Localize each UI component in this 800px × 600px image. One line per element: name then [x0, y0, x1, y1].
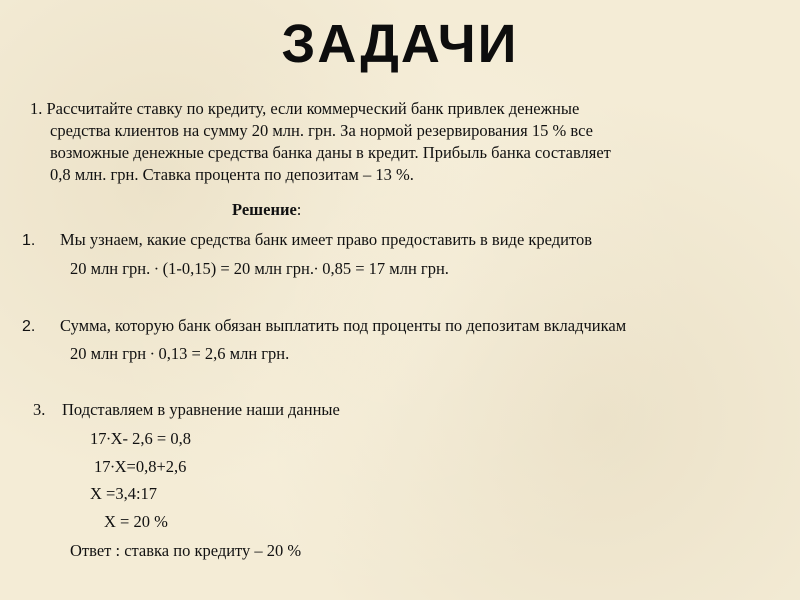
- task-line: возможные денежные средства банка даны в кредит. Прибыль банка составляет: [50, 143, 611, 162]
- step-1-text: Мы узнаем, какие средства банк имеет право предоставить в виде кредитов: [60, 230, 593, 249]
- step-1-number: 1.: [22, 232, 36, 249]
- slide-title: ЗАДАЧИ: [281, 14, 519, 74]
- step-3-text: Подставляем в уравнение наши данные: [62, 400, 340, 419]
- task-statement: [30, 98, 770, 186]
- step-2-text: Сумма, которую банк обязан выплатить под проценты по депозитам вкладчикам: [60, 316, 627, 335]
- solution-heading-colon: :: [296, 200, 302, 219]
- step-2-formula: 20 млн грн ∙ 0,13 = 2,6 млн грн.: [70, 344, 290, 363]
- task-text-line-1: Рассчитайте ставку по кредиту, если коммерческий банк привлек денежные: [46, 99, 580, 118]
- equation-2: 17∙Х=0,8+2,6: [94, 457, 187, 476]
- step-3-number: 3.: [33, 400, 46, 419]
- answer: Ответ : ставка по кредиту – 20 %: [70, 541, 302, 560]
- task-line: 0,8 млн. грн. Ставка процента по депозитам – 13 %.: [50, 165, 414, 184]
- equation-3: Х =3,4:17: [90, 484, 158, 503]
- equation-4: Х = 20 %: [104, 512, 168, 531]
- step-1: [22, 229, 35, 252]
- task-number: 1.: [30, 99, 43, 118]
- step-2-number: 2.: [22, 318, 36, 335]
- task-line: средства клиентов на сумму 20 млн. грн. За нормой резервирования 15 % все: [50, 121, 593, 140]
- step-2: [22, 315, 35, 338]
- step-1-formula: 20 млн грн. ∙ (1-0,15) = 20 млн грн.∙ 0,85 = 17 млн грн.: [70, 259, 449, 278]
- equation-1: 17∙Х- 2,6 = 0,8: [90, 429, 191, 448]
- solution-heading: [232, 199, 301, 221]
- solution-heading-text: Решение: [232, 200, 297, 219]
- task-line: [30, 98, 770, 120]
